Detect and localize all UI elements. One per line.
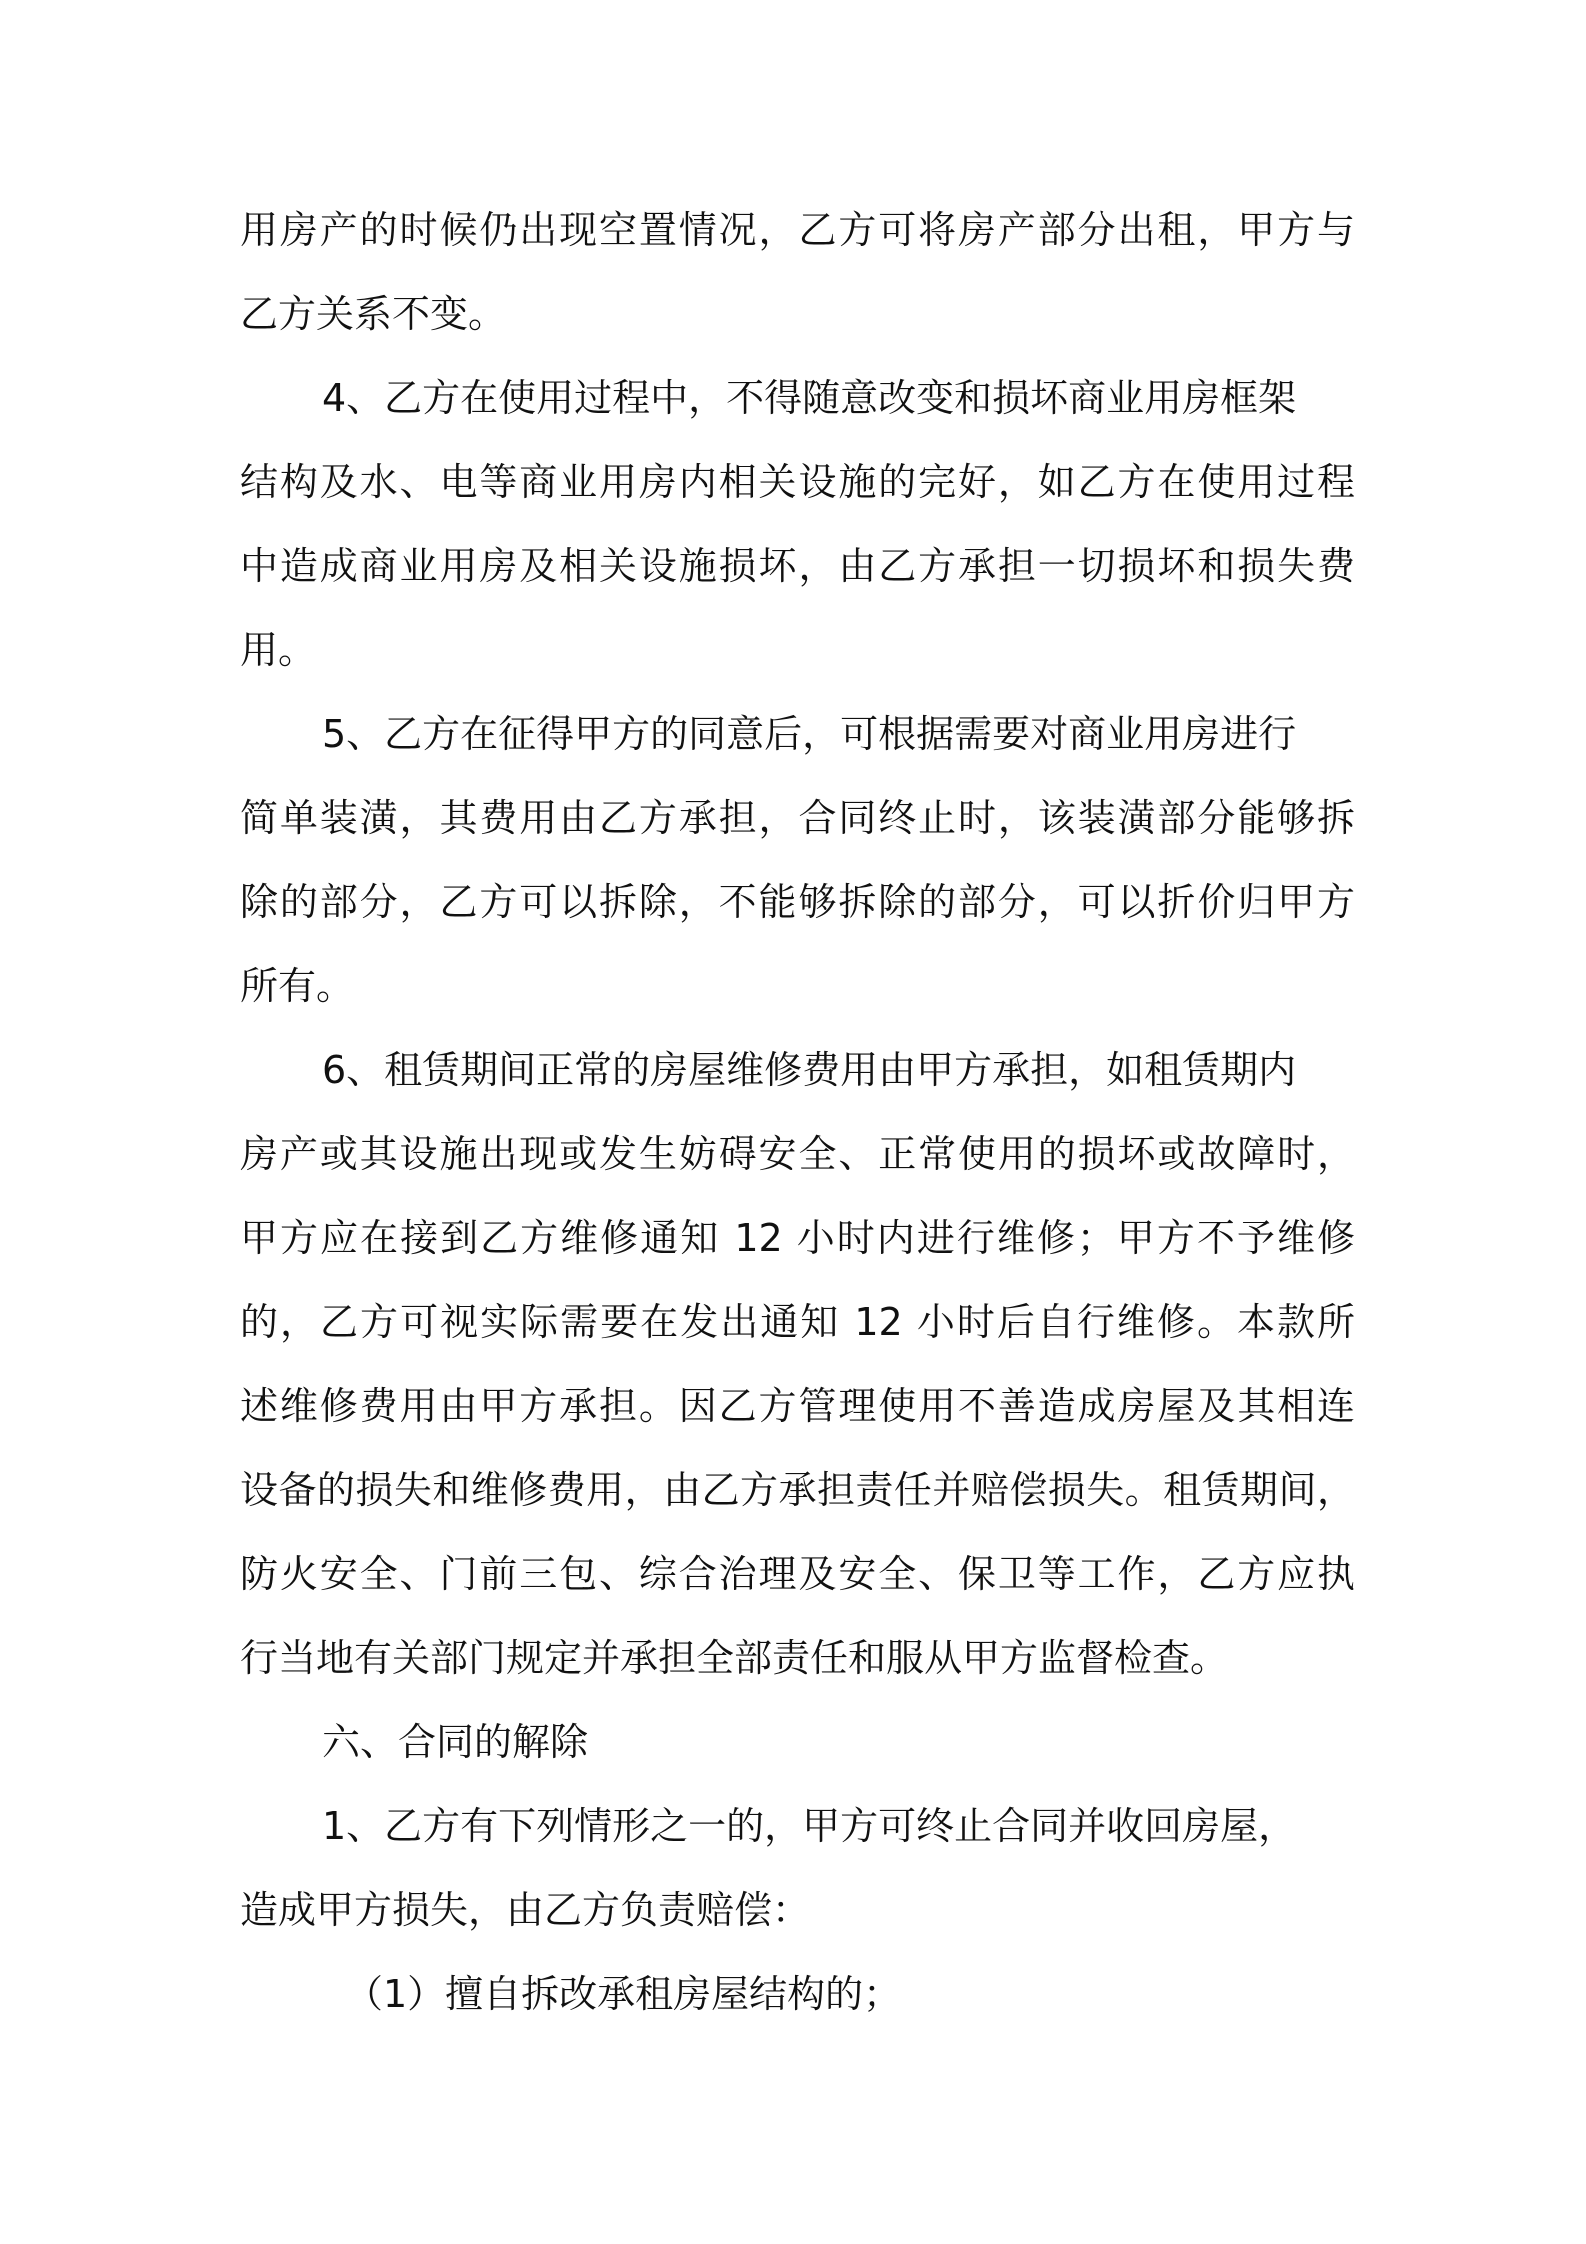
text-line: 用房产的时候仍出现空置情况，乙方可将房产部分出租，甲方与: [240, 208, 1355, 252]
section-heading: 六、合同的解除: [322, 1720, 589, 1764]
text-line: 造成甲方损失，由乙方负责赔偿：: [240, 1888, 811, 1932]
text-line: 中造成商业用房及相关设施损坏，由乙方承担一切损坏和损失费: [240, 544, 1355, 588]
text-line: 设备的损失和维修费用，由乙方承担责任并赔偿损失。租赁期间，: [240, 1468, 1355, 1512]
text-line: 甲方应在接到乙方维修通知 12 小时内进行维修；甲方不予维修: [240, 1216, 1355, 1260]
text-line: 防火安全、门前三包、综合治理及安全、保卫等工作，乙方应执: [240, 1552, 1355, 1596]
text-line: 除的部分，乙方可以拆除，不能够拆除的部分，可以折价归甲方: [240, 880, 1355, 924]
text-line: 用。: [240, 628, 317, 672]
text-line: 6、租赁期间正常的房屋维修费用由甲方承担，如租赁期内: [322, 1048, 1297, 1092]
text-line: 结构及水、电等商业用房内相关设施的完好，如乙方在使用过程: [240, 460, 1355, 504]
text-line: 1、乙方有下列情形之一的，甲方可终止合同并收回房屋，: [322, 1804, 1297, 1848]
text-line: 的，乙方可视实际需要在发出通知 12 小时后自行维修。本款所: [240, 1300, 1355, 1344]
list-item: （1）擅自拆改承租房屋结构的；: [345, 1972, 902, 2016]
text-line: 4、乙方在使用过程中，不得随意改变和损坏商业用房框架: [322, 376, 1297, 420]
text-line: 5、乙方在征得甲方的同意后，可根据需要对商业用房进行: [322, 712, 1297, 756]
text-line: 行当地有关部门规定并承担全部责任和服从甲方监督检查。: [240, 1636, 1229, 1680]
text-line: 简单装潢，其费用由乙方承担，合同终止时，该装潢部分能够拆: [240, 796, 1355, 840]
text-line: 乙方关系不变。: [240, 292, 507, 336]
text-line: 述维修费用由甲方承担。因乙方管理使用不善造成房屋及其相连: [240, 1384, 1355, 1428]
text-line: 所有。: [240, 964, 355, 1008]
text-line: 房产或其设施出现或发生妨碍安全、正常使用的损坏或故障时，: [240, 1132, 1355, 1176]
